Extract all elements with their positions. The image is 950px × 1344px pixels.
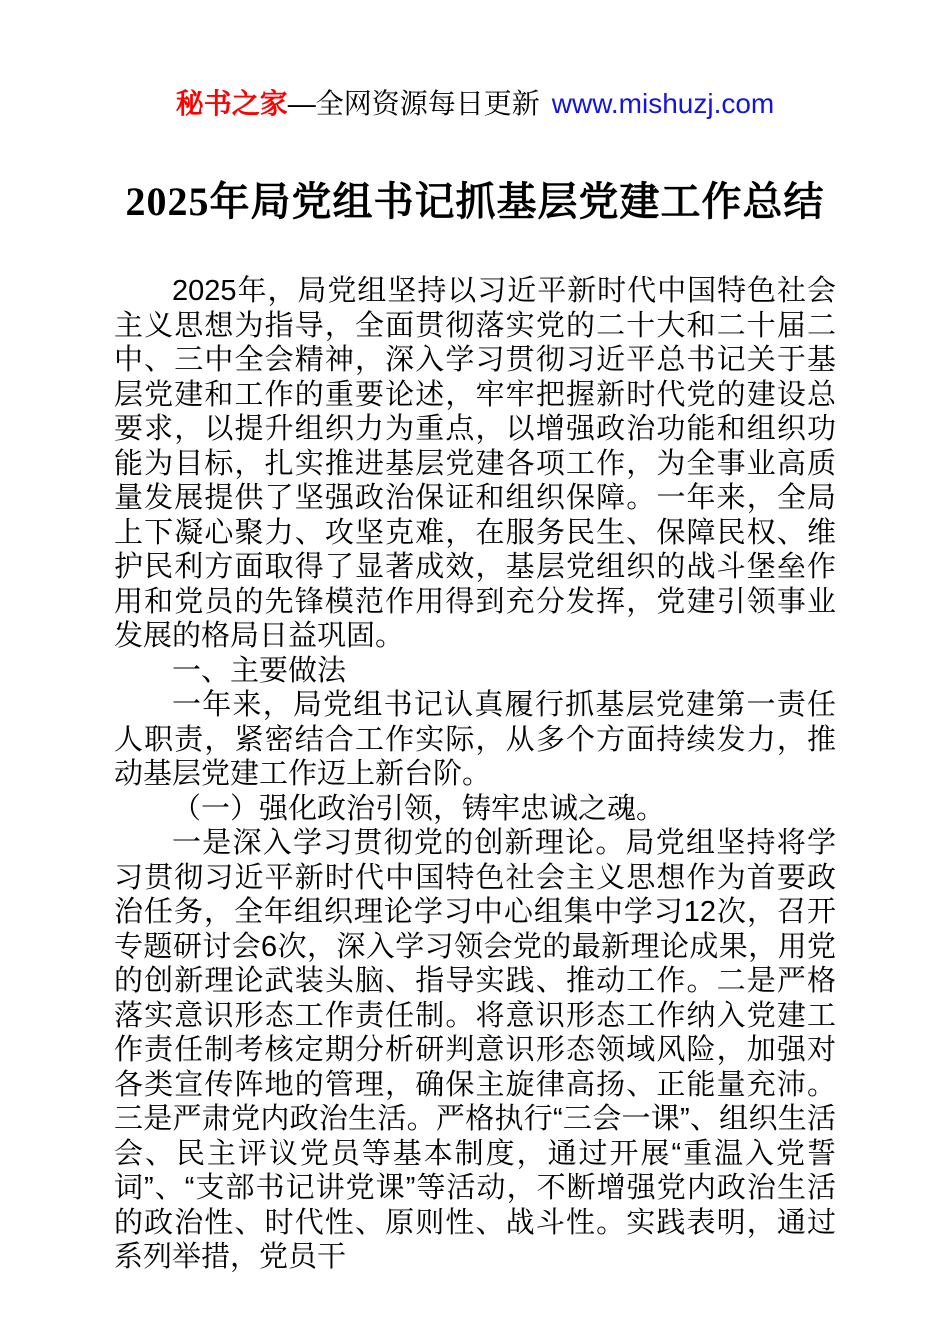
site-url-link[interactable]: www.mishuzj.com bbox=[551, 88, 775, 119]
paragraph-details: 一是深入学习贯彻党的创新理论。局党组坚持将学习贯彻习近平新时代中国特色社会主义思想作为首要政治任务，全年组织理论学习中心组集中学习12次，召开专题研讨会6次，深入学习领会党的最新理论成果，用党的创新理论武装头脑、指导实践、推动工作。二是严格落实意识形态工作责任制。将意识形态工作纳入党建工作责任制考核定期分析研判意识形态领域风险，加强对各类宣传阵地的管理，确保主旋律高扬、正能量充沛。三是严肃党内政治生活。严格执行“三会一课”、组织生活会、民主评议党员等基本制度，通过开展“重温入党誓词”、“支部书记讲党课”等活动，不断增强党内政治生活的政治性、时代性、原则性、战斗性。实践表明，通过系列举措，党员干 bbox=[114, 827, 836, 1273]
header-dash: — bbox=[287, 88, 316, 119]
paragraph-intro: 2025年，局党组坚持以习近平新时代中国特色社会主义思想为指导，全面贯彻落实党的二十大和二十届二中、三中全会精神，深入学习贯彻习近平总书记关于基层党建和工作的重要论述，牢牢把握新时代党的建设总要求，以提升组织力为重点，以增强政治功能和组织功能为目标，扎实推进基层党建各项工作，为全事业高质量发展提供了坚强政治保证和组织保障。一年来，全局上下凝心聚力、攻坚克难，在服务民生、保障民权、维护民利方面取得了显著成效，基层党组织的战斗堡垒作用和党员的先锋模范作用得到充分发挥，党建引领事业发展的格局日益巩固。 bbox=[114, 275, 836, 652]
document-title: 2025年局党组书记抓基层党建工作总结 bbox=[125, 179, 825, 224]
site-brand-text: 秘书之家 bbox=[175, 88, 288, 119]
paragraph-overview: 一年来，局党组书记认真履行抓基层党建第一责任人职责，紧密结合工作实际，从多个方面持续发力，推动基层党建工作迈上新台阶。 bbox=[114, 689, 836, 790]
document-body bbox=[114, 274, 836, 1275]
subsection-heading-political-guidance: （一）强化政治引领，铸牢忠诚之魂。 bbox=[172, 792, 666, 825]
site-tagline: 全网资源每日更新 bbox=[315, 88, 540, 119]
promo-header bbox=[0, 0, 950, 124]
section-heading-main-practices: 一、主要做法 bbox=[172, 654, 347, 687]
